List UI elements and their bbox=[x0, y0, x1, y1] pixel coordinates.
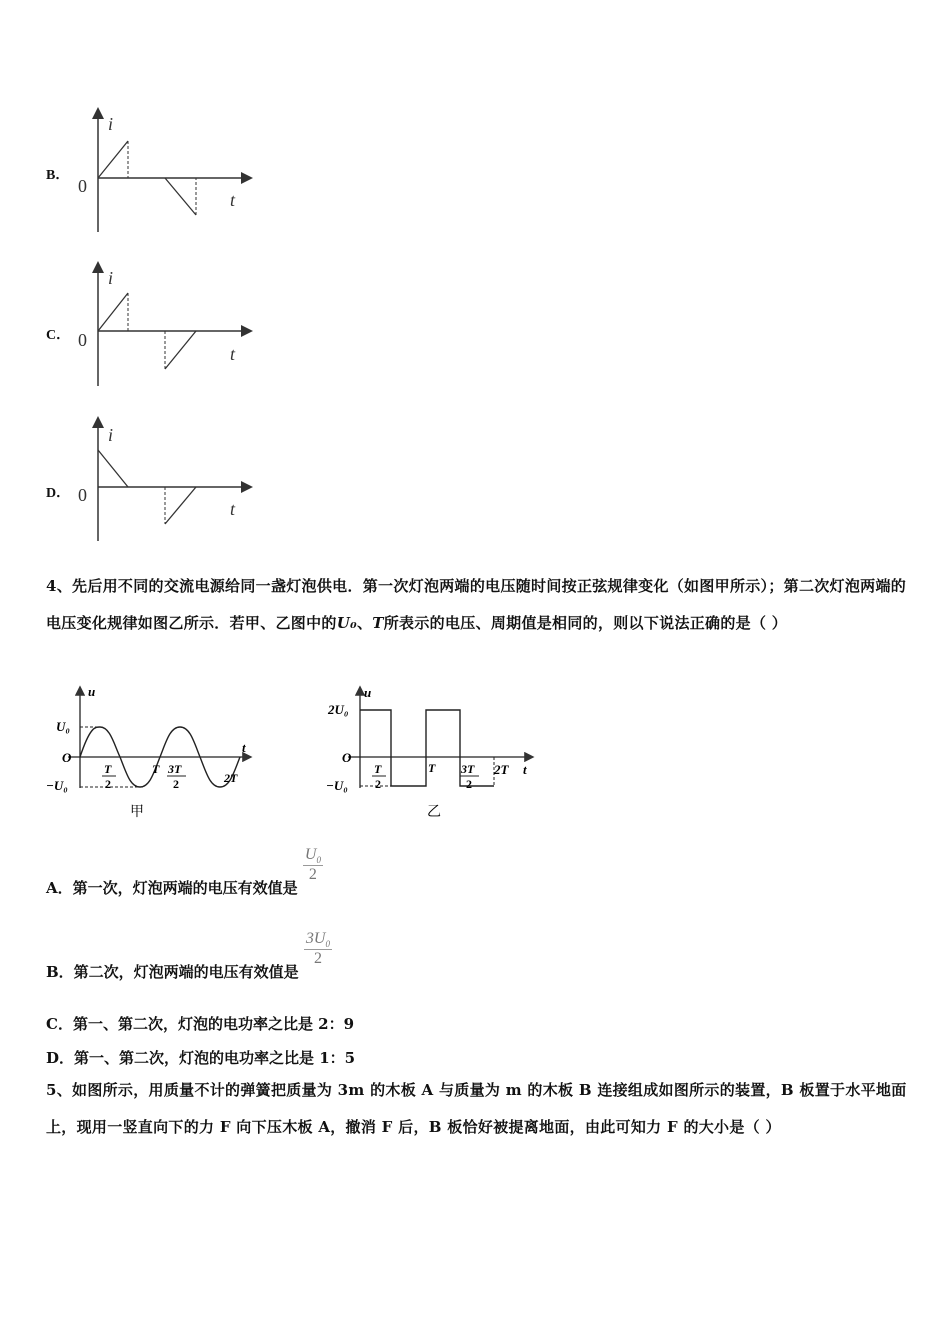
axis-i-label: i bbox=[108, 114, 114, 134]
origin-label: 0 bbox=[78, 485, 87, 505]
axis-u-label: u bbox=[88, 684, 96, 699]
question-4-text bbox=[46, 568, 908, 642]
current-decay bbox=[98, 450, 128, 487]
q4-option-c[interactable]: C．第一、第二次，灯泡的电功率之比是 2：9 bbox=[46, 1015, 355, 1033]
current-fall bbox=[165, 178, 196, 215]
t-2T-label: 2T bbox=[224, 771, 238, 785]
caption-jia: 甲 bbox=[130, 805, 144, 820]
neg-u0-label: −U₀ bbox=[326, 778, 348, 793]
q4-text-b: 所表示的电压、周期值是相同的，则以下说法正确的是（ ） bbox=[383, 614, 788, 632]
origin-label: O bbox=[342, 750, 352, 765]
option-c-label: C． bbox=[46, 328, 71, 343]
axis-t-label: t bbox=[523, 762, 527, 777]
axis-t-label: t bbox=[230, 499, 236, 519]
q4-option-a[interactable] bbox=[46, 846, 323, 898]
option-a-fraction: $\frac{U_0}{2}$ bbox=[304, 846, 321, 884]
option-a-text: A．第一次，灯泡两端的电压有效值是 bbox=[46, 879, 298, 898]
q4-option-d[interactable]: D．第一、第二次，灯泡的电功率之比是 1：5 bbox=[46, 1049, 356, 1067]
origin-label: 0 bbox=[78, 176, 87, 196]
t-2T-label: 2T bbox=[494, 762, 509, 777]
t-3half-den: 2 bbox=[466, 777, 472, 791]
option-b-fraction: $\frac{3U_0}{2}$ bbox=[305, 930, 330, 968]
current-recover bbox=[165, 331, 196, 369]
neg-u0-label: −U₀ bbox=[46, 778, 68, 793]
t-half-den: 2 bbox=[375, 777, 381, 791]
t-T-label: T bbox=[428, 761, 436, 775]
t-3half-den: 2 bbox=[173, 777, 179, 791]
axis-t-label: t bbox=[242, 740, 246, 755]
two-u0-label: 2U₀ bbox=[328, 702, 349, 717]
q4-t-symbol: T bbox=[372, 614, 384, 632]
option-b-label: B． bbox=[46, 168, 70, 183]
q4-separator: 、 bbox=[356, 614, 373, 632]
origin-label: 0 bbox=[78, 330, 87, 350]
q4-text-a: 4、先后用不同的交流电源给同一盏灯泡供电．第一次灯泡两端的电压随时间按正弦规律变化（如图甲所示）；第二次灯泡两端的电压变化规律如图乙所示．若甲、乙图中的 bbox=[46, 577, 907, 632]
origin-label: O bbox=[62, 750, 72, 765]
t-3half-label: 3T bbox=[461, 762, 475, 776]
axis-u-label: u bbox=[364, 685, 372, 700]
current-rise bbox=[98, 293, 128, 331]
t-half-den: 2 bbox=[105, 777, 111, 791]
t-half-label: T bbox=[374, 762, 382, 776]
u0-label: U₀ bbox=[56, 719, 70, 734]
axis-i-label: i bbox=[108, 268, 114, 288]
axis-t-label: t bbox=[230, 190, 236, 210]
option-d-graph bbox=[72, 413, 262, 545]
option-d-label: D． bbox=[46, 486, 71, 501]
caption-yi: 乙 bbox=[427, 805, 441, 820]
axis-t-label: t bbox=[230, 344, 236, 364]
t-T-label: T bbox=[152, 762, 160, 776]
option-c-graph bbox=[72, 258, 262, 390]
current-recover bbox=[165, 487, 196, 524]
q4-u0-symbol: U₀ bbox=[336, 614, 357, 632]
current-rise bbox=[98, 141, 128, 178]
figure-yi-square bbox=[324, 684, 544, 824]
option-b-graph bbox=[72, 104, 262, 236]
q4-option-b[interactable] bbox=[46, 930, 332, 982]
axis-i-label: i bbox=[108, 425, 114, 445]
option-b-text: B．第二次，灯泡两端的电压有效值是 bbox=[46, 963, 299, 982]
t-3half-label: 3T bbox=[168, 762, 182, 776]
t-half-label: T bbox=[104, 762, 112, 776]
figure-jia-sine bbox=[44, 684, 264, 824]
question-5-text: 5、如图所示，用质量不计的弹簧把质量为 3m 的木板 A 与质量为 m 的木板 B 连接组成如图所示的装置，B 板置于水平地面上，现用一竖直向下的力 F 向下压木板 A，撤消 F 后，B 板恰好被提离地面，由此可知力 F 的大小是（ ） bbox=[46, 1081, 907, 1136]
